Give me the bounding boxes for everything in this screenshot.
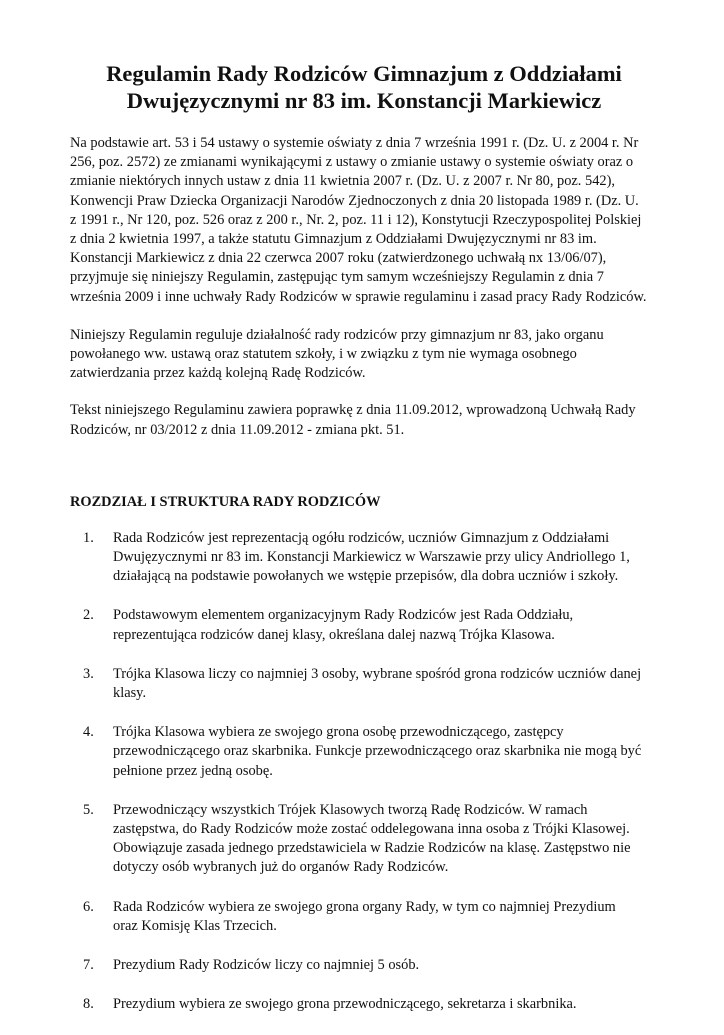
rule-number: 8.: [83, 996, 94, 1013]
rules-list: [70, 529, 658, 1015]
text-line: z 1991 r., Nr 120, poz. 526 oraz z 200 r., Nr. 2, poz. 11 i 12), Konstytucji Rzeczypospolitej Polskiej: [70, 211, 642, 228]
text-line: Rada Rodziców jest reprezentacją ogółu rodziców, uczniów Gimnazjum z Oddziałami: [113, 529, 610, 546]
rule-number: 5.: [83, 801, 94, 818]
text-line: Prezydium Rady Rodziców liczy co najmniej 5 osób.: [113, 957, 420, 974]
text-line: przyjmuje się niniejszy Regulamin, zastępując tym samym wcześniejszy Regulamin z dnia 7: [70, 269, 604, 286]
text-line: z dnia 2 kwietnia 1997, a także statutu Gimnazjum z Oddziałami Dwujęzycznymi nr 83 im.: [70, 231, 597, 248]
rule-number: 6.: [83, 898, 94, 915]
text-line: Przewodniczący wszystkich Trójek Klasowych tworzą Radę Rodziców. W ramach: [113, 801, 588, 818]
text-line: pełnione przez jedną osobę.: [113, 762, 273, 779]
text-line: reprezentująca rodziców danej klasy, określana dalej nazwą Trójka Klasowa.: [113, 626, 555, 643]
scope-paragraph: [70, 326, 658, 384]
rule-number: 1.: [83, 529, 94, 546]
rule-text: [113, 606, 658, 644]
rule-number: 4.: [83, 724, 94, 741]
rule-item: [70, 956, 658, 975]
text-line: Dwujęzycznymi nr 83 im. Konstancji Markiewicz w Warszawie przy ulicy Andriollego 1,: [113, 549, 630, 566]
section-heading: ROZDZIAŁ I STRUKTURA RADY RODZICÓW: [70, 493, 381, 510]
rule-number: 3.: [83, 665, 94, 682]
rule-text: [113, 898, 658, 936]
text-line: zatwierdzania przez każdą kolejną Radę Rodziców.: [70, 365, 366, 382]
title-line: Dwujęzycznymi nr 83 im. Konstancji Markiewicz: [126, 88, 602, 113]
text-line: września 2009 i inne uchwały Rady Rodziców w sprawie regulaminu i zasad pracy Rady Rodziców.: [70, 288, 647, 305]
text-line: Konwencji Praw Dziecka Organizacji Narodów Zjednoczonych z dnia 20 listopada 1989 r. (Dz. U.: [70, 192, 639, 209]
rule-item: [70, 606, 658, 644]
rule-item: [70, 898, 658, 936]
text-line: klasy.: [113, 685, 147, 702]
amendment-paragraph: [70, 401, 658, 439]
text-line: Podstawowym elementem organizacyjnym Rady Rodziców jest Rada Oddziału,: [113, 607, 574, 624]
rule-item: [70, 529, 658, 587]
text-line: Rada Rodziców wybiera ze swojego grona organy Rady, w tym co najmniej Prezydium: [113, 898, 616, 915]
text-line: powołanego ww. ustawą oraz statutem szkoły, i w związku z tym nie wymaga osobnego: [70, 346, 577, 363]
text-line: Trójka Klasowa liczy co najmniej 3 osoby, wybrane spośród grona rodziców uczniów danej: [113, 665, 642, 682]
text-line: Trójka Klasowa wybiera ze swojego grona osobę przewodniczącego, zastępcy: [113, 724, 564, 741]
text-line: oraz Komisję Klas Trzecich.: [113, 917, 277, 934]
text-line: przewodniczącego oraz skarbnika. Funkcje przewodniczącego oraz skarbnika nie mogą być: [113, 743, 642, 760]
text-line: Niniejszy Regulamin reguluje działalność rady rodziców przy gimnazjum nr 83, jako organu: [70, 326, 604, 343]
rule-item: [70, 723, 658, 781]
rule-text: [113, 956, 658, 975]
text-line: Rodziców, nr 03/2012 z dnia 11.09.2012 - zmiana pkt. 51.: [70, 421, 405, 438]
text-line: Na podstawie art. 53 i 54 ustawy o systemie oświaty z dnia 7 września 1991 r. (Dz. U. z 2004 r. Nr: [70, 135, 639, 151]
title-line: Regulamin Rady Rodziców Gimnazjum z Oddziałami: [106, 61, 622, 86]
rule-text: [113, 723, 658, 781]
text-line: Prezydium wybiera ze swojego grona przewodniczącego, sekretarza i skarbnika.: [113, 996, 577, 1013]
text-line: działającą na podstawie powołanych we wstępie przepisów, dla dobra uczniów i szkoły.: [113, 568, 619, 585]
text-line: zastępstwa, do Rady Rodziców może zostać oddelegowana inna osoba z Trójki Klasowej.: [113, 821, 630, 838]
text-line: Konstancji Markiewicz z dnia 22 czerwca 2007 roku (zatwierdzonego uchwałą nx 13/06/07),: [70, 250, 607, 267]
rule-text: [113, 665, 658, 703]
intro-paragraph: [70, 134, 658, 307]
text-line: Obowiązuje zasada jednego przedstawiciela w Radzie Rodziców na klasę. Zastępstwo nie: [113, 840, 631, 857]
text-line: zmianie niektórych innych ustaw z dnia 11 kwietnia 2007 r. (Dz. U. z 2007 r. Nr 80, poz. 542),: [70, 173, 615, 190]
rule-item: [70, 801, 658, 878]
rule-item: [70, 995, 658, 1014]
document-page: [70, 60, 658, 1035]
rule-text: [113, 529, 658, 587]
rule-text: [113, 995, 658, 1014]
text-line: Tekst niniejszego Regulaminu zawiera poprawkę z dnia 11.09.2012, wprowadzoną Uchwałą Rady: [70, 402, 636, 419]
rule-item: [70, 665, 658, 703]
text-line: dotyczy osób wybranych już do organów Rady Rodziców.: [113, 859, 449, 876]
rule-text: [113, 801, 658, 878]
document-title: [70, 60, 658, 114]
rule-number: 7.: [83, 957, 94, 974]
text-line: 256, poz. 2572) ze zmianami wynikającymi z ustawy o zmianie ustawy o systemie oświaty oraz o: [70, 154, 634, 171]
rule-number: 2.: [83, 607, 94, 624]
